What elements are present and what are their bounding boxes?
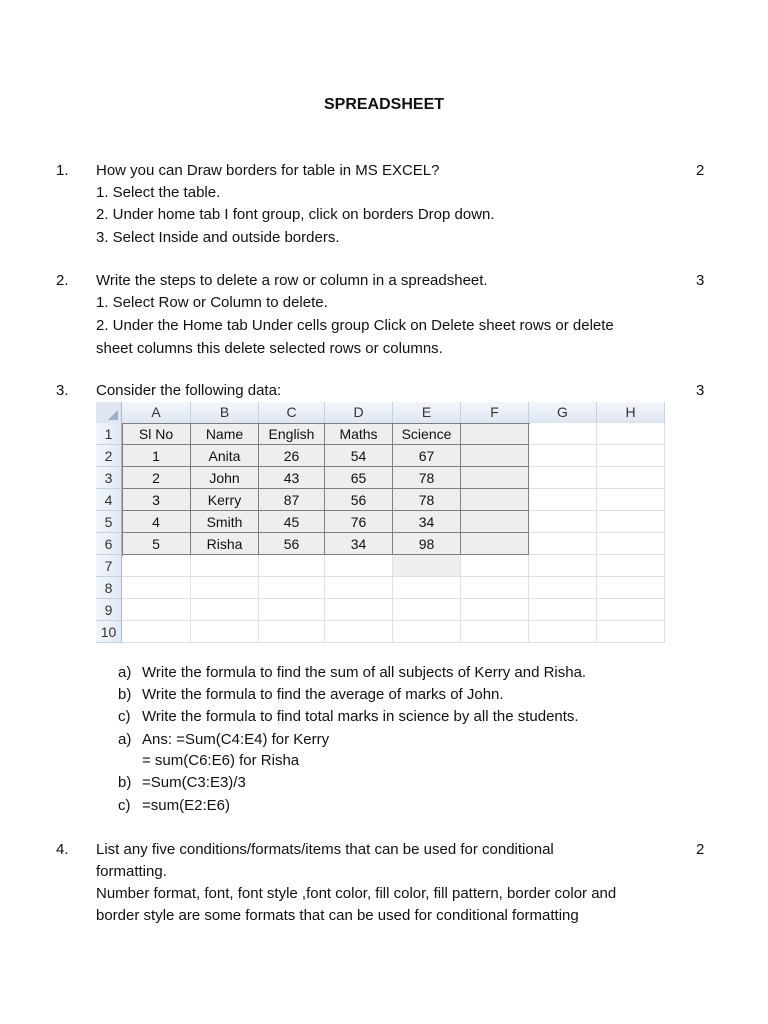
- select-all-corner: [96, 402, 122, 423]
- sheet-cell: [325, 577, 393, 599]
- q1-answer-3: 3. Select Inside and outside borders.: [96, 229, 340, 246]
- row-header: 10: [96, 621, 122, 643]
- sheet-cell: [597, 577, 665, 599]
- sheet-cell: [259, 555, 325, 577]
- sheet-cell: [461, 467, 529, 489]
- sheet-cell: [529, 467, 597, 489]
- row-header: 8: [96, 577, 122, 599]
- sheet-cell: [461, 577, 529, 599]
- sheet-cell: [597, 533, 665, 555]
- sheet-cell: 34: [393, 511, 461, 533]
- sheet-cell: 5: [122, 533, 191, 555]
- sheet-cell: 26: [259, 445, 325, 467]
- sheet-cell: John: [191, 467, 259, 489]
- sheet-cell: [597, 445, 665, 467]
- q2-question: Write the steps to delete a row or column in a spreadsheet.: [96, 272, 488, 289]
- q3c-label: c): [118, 708, 131, 725]
- sheet-cell: [393, 621, 461, 643]
- q4-marks: 2: [696, 841, 705, 858]
- sheet-cell: [461, 555, 529, 577]
- q2-answer-3: sheet columns this delete selected rows or columns.: [96, 340, 443, 357]
- sheet-cell: [393, 577, 461, 599]
- q3-number: 3.: [56, 382, 69, 399]
- sheet-cell: [529, 489, 597, 511]
- q1-marks: 2: [696, 162, 705, 179]
- sheet-cell: [529, 423, 597, 445]
- sheet-cell: [325, 555, 393, 577]
- sheet-cell: [191, 555, 259, 577]
- sheet-cell: 3: [122, 489, 191, 511]
- q3-answer-b: =Sum(C3:E3)/3: [142, 774, 246, 791]
- row-header: 2: [96, 445, 122, 467]
- sheet-cell: [122, 577, 191, 599]
- q2-answer-2: 2. Under the Home tab Under cells group Click on Delete sheet rows or delete: [96, 317, 614, 334]
- sheet-cell: [529, 599, 597, 621]
- row-header: 4: [96, 489, 122, 511]
- sheet-cell: [461, 533, 529, 555]
- sheet-cell: Kerry: [191, 489, 259, 511]
- sheet-cell: [529, 533, 597, 555]
- q4-question-2: formatting.: [96, 863, 167, 880]
- sheet-cell: [597, 423, 665, 445]
- sheet-cell: [259, 599, 325, 621]
- q3b-text: Write the formula to find the average of marks of John.: [142, 686, 504, 703]
- q3a-text: Write the formula to find the sum of all subjects of Kerry and Risha.: [142, 664, 587, 681]
- sheet-cell: [461, 599, 529, 621]
- sheet-cell: [461, 621, 529, 643]
- sheet-cell: [461, 511, 529, 533]
- sheet-cell: Anita: [191, 445, 259, 467]
- q1-answer-1: 1. Select the table.: [96, 184, 221, 201]
- sheet-cell: 67: [393, 445, 461, 467]
- row-header: 3: [96, 467, 122, 489]
- sheet-cell: [529, 445, 597, 467]
- spreadsheet-image: [96, 402, 664, 638]
- sheet-cell: [461, 445, 529, 467]
- sheet-cell: Smith: [191, 511, 259, 533]
- sheet-cell: 45: [259, 511, 325, 533]
- q3-answer-c-label: c): [118, 797, 131, 814]
- sheet-cell: [393, 599, 461, 621]
- sheet-cell: 2: [122, 467, 191, 489]
- q2-answer-1: 1. Select Row or Column to delete.: [96, 294, 328, 311]
- sheet-cell: [529, 577, 597, 599]
- sheet-cell: 56: [325, 489, 393, 511]
- q2-number: 2.: [56, 272, 69, 289]
- sheet-cell: 34: [325, 533, 393, 555]
- sheet-cell: 78: [393, 467, 461, 489]
- sheet-cell: [191, 577, 259, 599]
- sheet-cell: Risha: [191, 533, 259, 555]
- q3b-label: b): [118, 686, 132, 703]
- sheet-cell: 98: [393, 533, 461, 555]
- sheet-cell: 1: [122, 445, 191, 467]
- sheet-cell: [597, 467, 665, 489]
- q4-question-1: List any five conditions/formats/items that can be used for conditional: [96, 841, 554, 858]
- sheet-cell: [191, 599, 259, 621]
- sheet-cell: 76: [325, 511, 393, 533]
- q3c-text: Write the formula to find total marks in science by all the students.: [142, 708, 579, 725]
- q3-answer-c: =sum(E2:E6): [142, 797, 230, 814]
- sheet-cell: Science: [393, 423, 461, 445]
- column-header: E: [393, 402, 461, 423]
- sheet-cell: Maths: [325, 423, 393, 445]
- sheet-cell: [597, 555, 665, 577]
- sheet-cell: [325, 599, 393, 621]
- column-header: C: [259, 402, 325, 423]
- q3-question: Consider the following data:: [96, 382, 282, 399]
- q1-answer-2: 2. Under home tab I font group, click on borders Drop down.: [96, 206, 495, 223]
- sheet-cell: 43: [259, 467, 325, 489]
- row-header: 1: [96, 423, 122, 445]
- q4-number: 4.: [56, 841, 69, 858]
- sheet-cell: 4: [122, 511, 191, 533]
- column-header: B: [191, 402, 259, 423]
- sheet-cell: [597, 511, 665, 533]
- sheet-cell: [259, 621, 325, 643]
- sheet-cell: [529, 511, 597, 533]
- sheet-cell: 87: [259, 489, 325, 511]
- row-header: 5: [96, 511, 122, 533]
- sheet-cell: [122, 599, 191, 621]
- sheet-cell: [122, 555, 191, 577]
- sheet-cell: Name: [191, 423, 259, 445]
- sheet-cell: [597, 621, 665, 643]
- row-header: 6: [96, 533, 122, 555]
- sheet-cell: [597, 489, 665, 511]
- row-header: 7: [96, 555, 122, 577]
- column-header: A: [122, 402, 191, 423]
- q1-number: 1.: [56, 162, 69, 179]
- sheet-cell: 78: [393, 489, 461, 511]
- sheet-cell: [597, 599, 665, 621]
- sheet-cell: 56: [259, 533, 325, 555]
- q2-marks: 3: [696, 272, 705, 289]
- sheet-cell: [191, 621, 259, 643]
- q3-marks: 3: [696, 382, 705, 399]
- sheet-cell: [259, 577, 325, 599]
- q3-answer-a-label: a): [118, 731, 132, 748]
- q3a-label: a): [118, 664, 132, 681]
- sheet-cell: [325, 621, 393, 643]
- page-title: SPREADSHEET: [323, 96, 445, 113]
- q3-answer-a2: = sum(C6:E6) for Risha: [142, 752, 300, 769]
- column-header: G: [529, 402, 597, 423]
- sheet-cell: [393, 555, 461, 577]
- sheet-cell: [122, 621, 191, 643]
- q4-answer-2: border style are some formats that can be used for conditional formatting: [96, 907, 579, 924]
- q1-question: How you can Draw borders for table in MS EXCEL?: [96, 162, 440, 179]
- q4-answer-1: Number format, font, font style ,font color, fill color, fill pattern, border color and: [96, 885, 617, 902]
- sheet-cell: 54: [325, 445, 393, 467]
- q3-answer-a: Ans: =Sum(C4:E4) for Kerry: [142, 731, 330, 748]
- q3-answer-b-label: b): [118, 774, 132, 791]
- sheet-cell: 65: [325, 467, 393, 489]
- sheet-cell: [529, 621, 597, 643]
- sheet-cell: [461, 489, 529, 511]
- column-header: F: [461, 402, 529, 423]
- sheet-cell: Sl No: [122, 423, 191, 445]
- sheet-cell: English: [259, 423, 325, 445]
- column-header: D: [325, 402, 393, 423]
- column-header: H: [597, 402, 665, 423]
- row-header: 9: [96, 599, 122, 621]
- sheet-cell: [529, 555, 597, 577]
- sheet-cell: [461, 423, 529, 445]
